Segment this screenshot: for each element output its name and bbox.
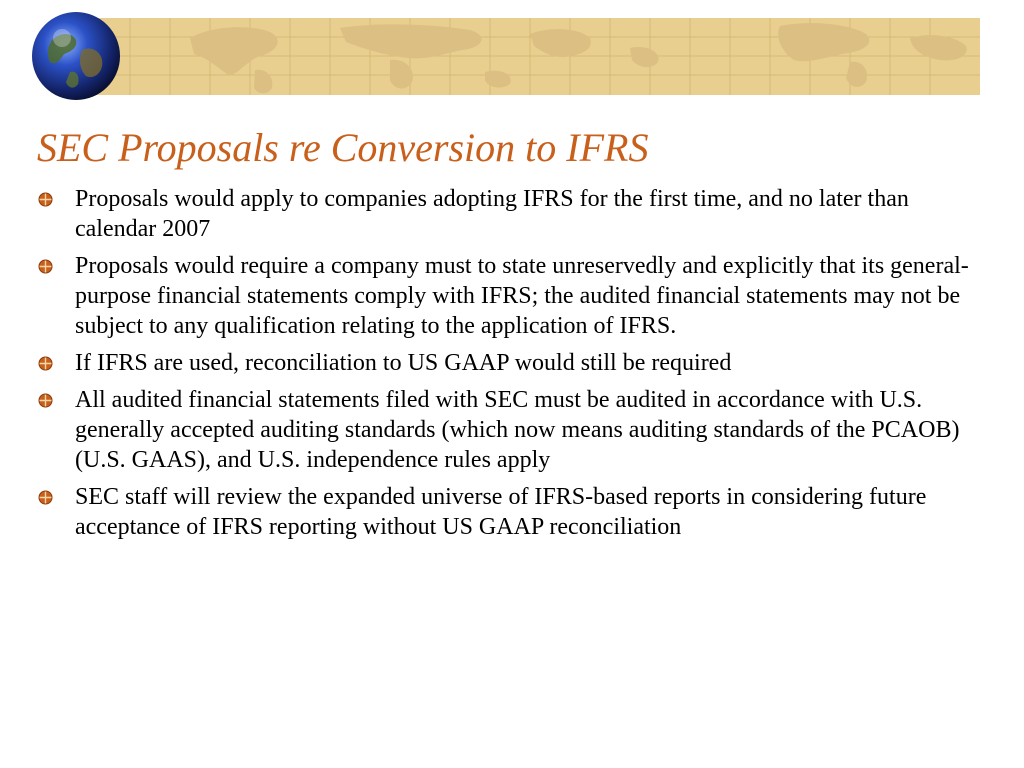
globe-icon: [30, 10, 122, 102]
world-map-image: [90, 18, 980, 95]
bullet-item: [38, 385, 978, 475]
bullet-item: [38, 184, 978, 244]
bullet-icon: [38, 393, 53, 408]
bullet-text: Proposals would apply to companies adopting IFRS for the first time, and no later than calendar 2007: [75, 186, 909, 242]
world-map-banner: [90, 18, 980, 95]
bullet-item: [38, 251, 978, 341]
slide-title: SEC Proposals re Conversion to IFRS: [37, 125, 649, 170]
bullet-text: SEC staff will review the expanded universe of IFRS-based reports in considering future acceptance of IFRS reporting without US GAAP reconciliation: [75, 484, 927, 540]
bullet-text: All audited financial statements filed with SEC must be audited in accordance with U.S. generally accepted auditing standards (which now means auditing standards of the PCAOB) (U.S. GAAS), and U.S. independence rules apply: [75, 387, 960, 473]
bullet-icon: [38, 356, 53, 371]
bullet-icon: [38, 259, 53, 274]
bullet-text: If IFRS are used, reconciliation to US GAAP would still be required: [75, 350, 732, 376]
bullet-item: [38, 482, 978, 542]
bullet-icon: [38, 192, 53, 207]
bullet-list: [38, 184, 978, 549]
bullet-text: Proposals would require a company must to state unreservedly and explicitly that its general-purpose financial statements comply with IFRS; the audited financial statements may not be subject to any qualification relating to the application of IFRS.: [75, 253, 969, 339]
bullet-icon: [38, 490, 53, 505]
bullet-item: [38, 348, 978, 378]
